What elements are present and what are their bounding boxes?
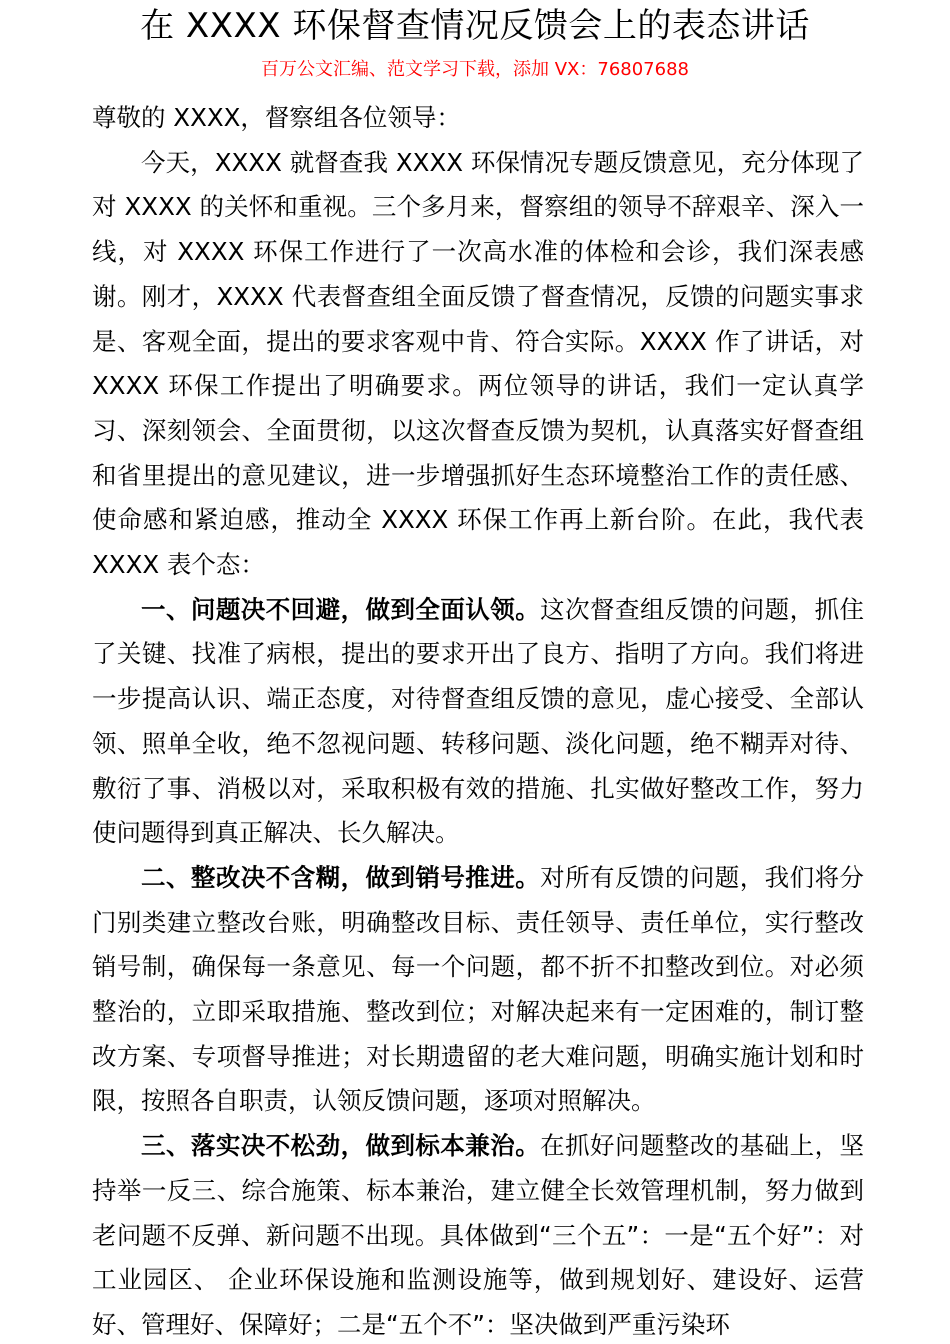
section-heading-2: 二、整改决不含糊，做到销号推进。: [141, 862, 541, 892]
document-title: 在 XXXX 环保督查情况反馈会上的表态讲话: [140, 6, 810, 46]
intro-paragraph: 今天，XXXX 就督查我 XXXX 环保情况专题反馈意见，充分体现了对 XXXX 的关怀和重视。三个多月来，督察组的领导不辞艰辛、深入一线，对 XXXX 环保工作进行了一次高水准的体检和会诊，我们深表感谢。刚才，XXXX 代表督查组全面反馈了督查情况，反馈的问题实事求是、客观全面，提出的要求客观中肯、符合实际。XXXX 作了讲话，对 XXXX 环保工作提出了明确要求。两位领导的讲话，我们一定认真学习、深刻领会、全面贯彻，以这次督查反馈为契机，认真落实好督查组和省里提出的意见建议，进一步增强抓好生态环境整治工作的责任感、使命感和紧迫感，推动全 XXXX 环保工作再上新台阶。在此，我代表 XXXX 表个态：: [92, 147, 864, 580]
section-text-2: 对所有反馈的问题，我们将分门别类建立整改台账，明确整改目标、责任领导、责任单位，实行整改销号制，确保每一条意见、每一个问题，都不折不扣整改到位。对必须整治的，立即采取措施、整改到位；对解决起来有一定困难的，制订整改方案、专项督导推进；对长期遗留的老大难问题，明确实施计划和时限，按照各自职责，认领反馈问题，逐项对照解决。: [92, 862, 865, 1116]
section-heading-1: 一、问题决不回避，做到全面认领。: [141, 594, 541, 624]
section-text-1: 这次督查组反馈的问题，抓住了关键、找准了病根，提出的要求开出了良方、指明了方向。我们将进一步提高认识、端正态度，对待督查组反馈的意见，虚心接受、全部认领、照单全收，绝不忽视问题、转移问题、淡化问题，绝不糊弄对待、敷衍了事、消极以对，采取积极有效的措施、扎实做好整改工作，努力使问题得到真正解决、长久解决。: [92, 594, 865, 848]
section-paragraph-2: [92, 856, 864, 1124]
section-heading-3: 三、落实决不松劲，做到标本兼治。: [141, 1131, 541, 1161]
promo-subtitle: 百万公文汇编、范文学习下载，添加 VX：76807688: [261, 59, 689, 80]
salutation: 尊敬的 XXXX，督察组各位领导：: [92, 103, 461, 132]
section-text-3: 在抓好问题整改的基础上，坚持举一反三、综合施策、标本兼治，建立健全长效管理机制，努力做到老问题不反弹、新问题不出现。具体做到“三个五”：一是“五个好”：对工业园区、 企业环保设施和监测设施等，做到规划好、建设好、运营好、管理好、保障好；二是“五个不”：坚决做到严重污染环: [92, 1131, 865, 1339]
section-paragraph-1: [92, 588, 864, 856]
section-paragraph-3: [92, 1124, 864, 1344]
document-body: [92, 96, 864, 1344]
